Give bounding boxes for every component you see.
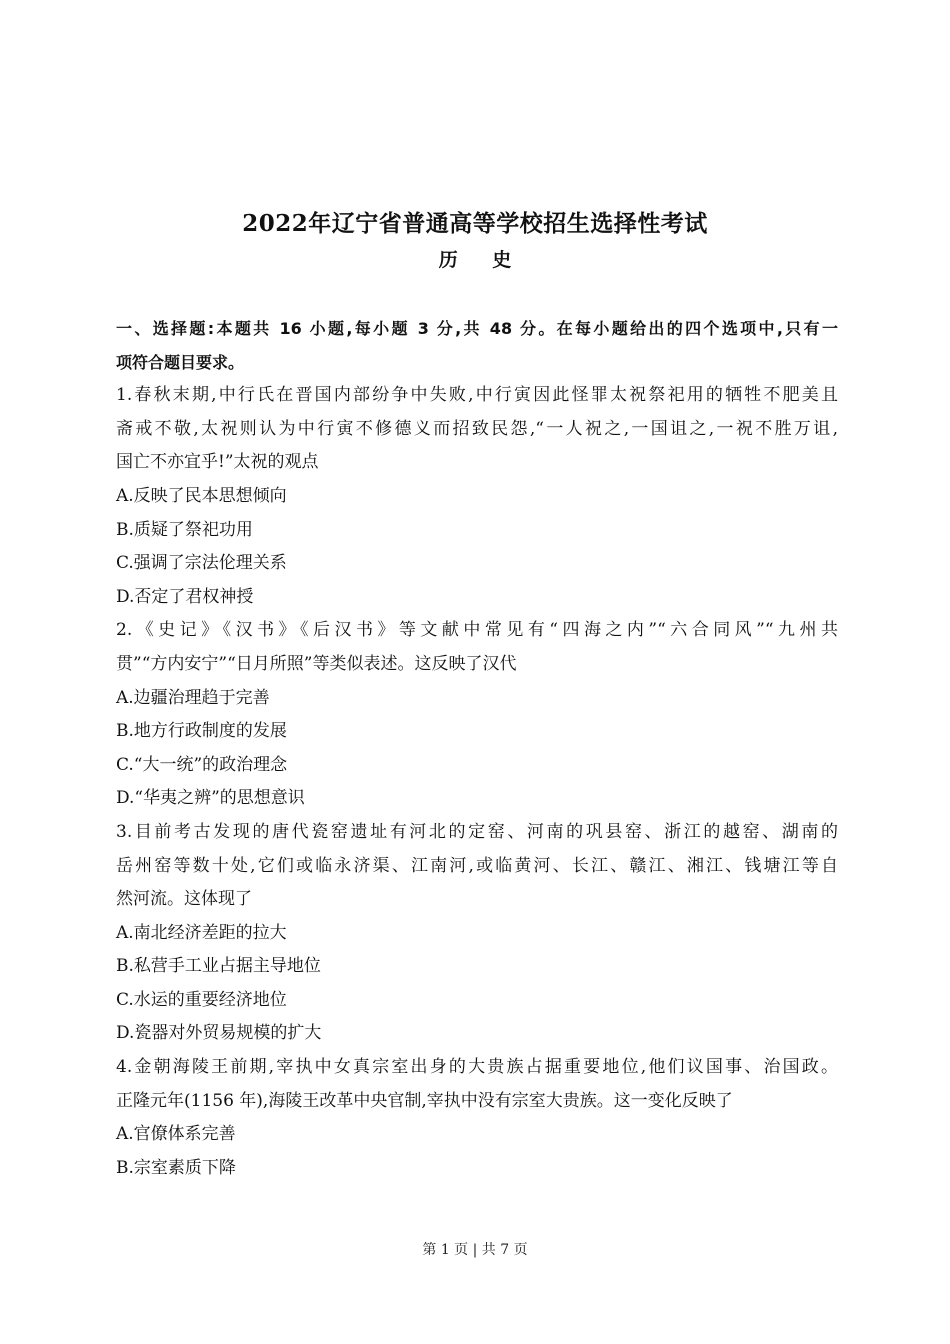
exam-title: 2022年辽宁省普通高等学校招生选择性考试 <box>242 210 708 237</box>
option-b: B.地方行政制度的发展 <box>116 721 287 742</box>
question-stem-line: 3.目前考古发现的唐代瓷窑遗址有河北的定窑、河南的巩县窑、浙江的越窑、湖南的 <box>116 821 838 842</box>
page-footer: 第 1 页 | 共 7 页 <box>422 1242 528 1258</box>
option-b: B.质疑了祭祀功用 <box>116 519 253 540</box>
question-stem-line: 斋戒不敬,太祝则认为中行寅不修德义而招致民怨,“一人祝之,一国诅之,一祝不胜万诅, <box>116 418 838 439</box>
question-stem-line: 国亡不亦宜乎!”太祝的观点 <box>116 452 319 473</box>
question-3 <box>116 816 838 1051</box>
question-stem-line: 岳州窑等数十处,它们或临永济渠、江南河,或临黄河、长江、赣江、湘江、钱塘江等自 <box>116 855 838 876</box>
option-b: B.私营手工业占据主导地位 <box>116 956 321 977</box>
question-stem-line: 1.春秋末期,中行氏在晋国内部纷争中失败,中行寅因此怪罪太祝祭祀用的牺牲不肥美且 <box>116 385 838 406</box>
option-d: D.“华夷之辨”的思想意识 <box>116 788 305 809</box>
option-c: C.“大一统”的政治理念 <box>116 754 288 775</box>
subject-heading: 历 史 <box>438 249 526 271</box>
question-stem-line: 4.金朝海陵王前期,宰执中女真宗室出身的大贵族占据重要地位,他们议国事、治国政。 <box>116 1057 838 1078</box>
option-d: D.瓷器对外贸易规模的扩大 <box>116 1023 322 1044</box>
question-stem-line: 正隆元年(1156 年),海陵王改革中央官制,宰执中没有宗室大贵族。这一变化反映了 <box>116 1090 733 1111</box>
option-c: C.水运的重要经济地位 <box>116 989 287 1010</box>
question-1 <box>116 379 838 614</box>
option-d: D.否定了君权神授 <box>116 586 254 607</box>
option-a: A.反映了民本思想倾向 <box>116 485 287 506</box>
section-instruction-line: 项符合题目要求。 <box>116 352 245 372</box>
option-a: A.边疆治理趋于完善 <box>116 687 270 708</box>
exam-content <box>116 312 838 1185</box>
option-b: B.宗室素质下降 <box>116 1157 236 1178</box>
question-4 <box>116 1051 838 1185</box>
option-a: A.南北经济差距的拉大 <box>116 922 287 943</box>
question-stem-line: 然河流。这体现了 <box>116 889 252 910</box>
question-stem-line: 2.《史记》《汉书》《后汉书》等文献中常见有“四海之内”“六合同风”“九州共 <box>116 620 838 641</box>
question-2 <box>116 614 838 816</box>
section-instruction-line: 一、选择题:本题共 16 小题,每小题 3 分,共 48 分。在每小题给出的四个选项中,只有一 <box>116 319 838 338</box>
option-a: A.官僚体系完善 <box>116 1124 236 1145</box>
option-c: C.强调了宗法伦理关系 <box>116 553 287 574</box>
question-stem-line: 贯”“方内安宁”“日月所照”等类似表述。这反映了汉代 <box>116 653 517 674</box>
